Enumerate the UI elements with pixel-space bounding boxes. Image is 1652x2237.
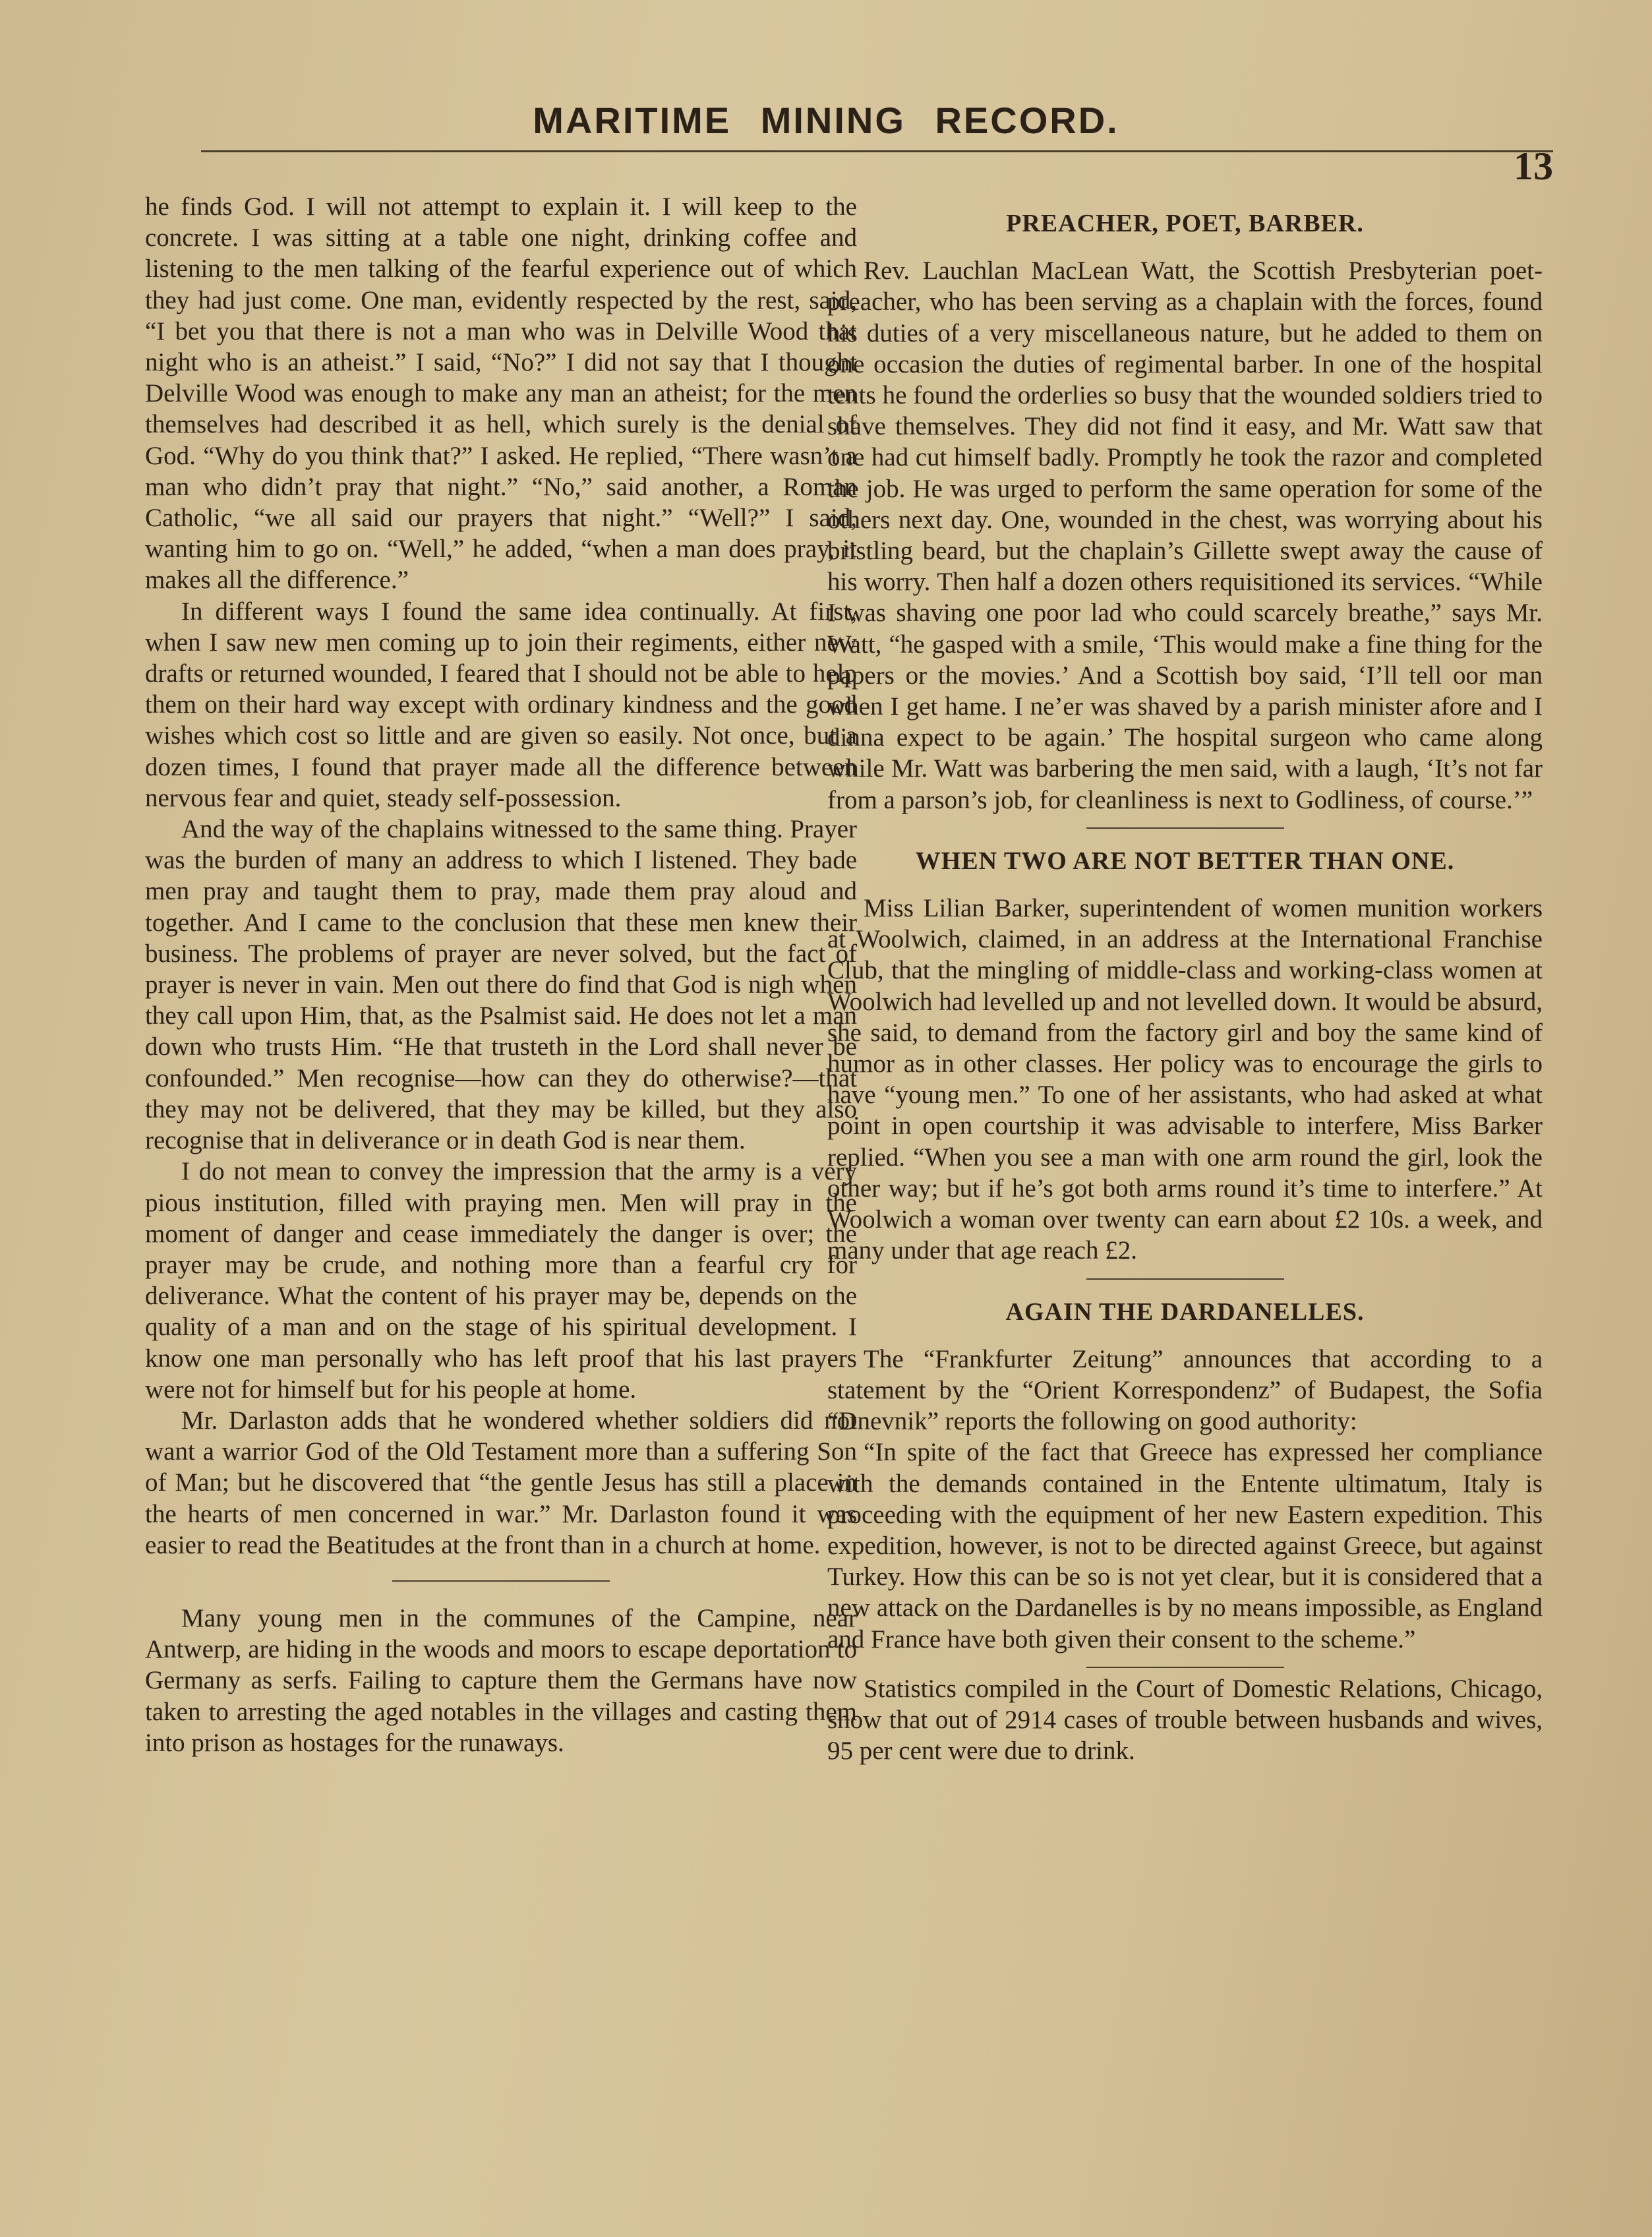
headline-dardanelles: AGAIN THE DARDANELLES.: [1005, 1297, 1365, 1326]
dardanelles-intro: The “Frankfurter Zeitung” announces that according to a statement by the “Orient Korrespondenz” of Budapest, the Sofia “Dnevnik” reports the following on good authority:: [827, 1344, 1543, 1436]
article-paragraph: I do not mean to convey the impression that the army is a very pious institution, filled with praying men. Men will pray in the moment of danger and cease immediately the danger is over; the prayer may be crude, and nothing more than a fearful cry for deliverance. What the content of his prayer may be, depends on the quality of a man and on the stage of his spiritual development. I know one man personally who has left proof that his last prayers were not for himself but for his people at home.: [145, 1157, 857, 1404]
article-paragraph: And the way of the chaplains witnessed to the same thing. Prayer was the burden of many an address to which I listened. They bade men pray and taught them to pray, made them pray aloud and together. And I came to the conclusion that these men knew their business. The problems of prayer are never solved, but the fact of prayer is never in vain. Men out there do find that God is nigh when they call upon Him, that, as the Psalmist said. He does not let a man down who trusts Him. “He that trusteth in the Lord shall never be confounded.” Men recognise—how can they do otherwise?—that they may not be delivered, that they may be killed, but they also recognise that in deliverance or in death God is near them.: [145, 815, 857, 1155]
masthead: MARITIME MINING RECORD.: [533, 100, 1119, 141]
headline-two-not-better: WHEN TWO ARE NOT BETTER THAN ONE.: [915, 847, 1455, 875]
headline-preacher: PREACHER, POET, BARBER.: [1006, 210, 1364, 237]
section-divider: [1086, 827, 1284, 829]
two-not-better-body: Miss Lilian Barker, superintendent of women munition workers at Woolwich, claimed, in an address at the International Franchise Club, that the mingling of middle-class and working-class women at Woolwich had levelled up and not levelled down. It would be absurd, she said, to demand from the factory girl and boy the same kind of humor as in other classes. Her policy was to encourage the girls to have “young men.” To one of her assistants, who had asked at what point in open courtship it was advisable to interfere, Miss Barker replied. “When you see a man with one arm round the girl, look the other way; but if he’s got both arms round it’s time to interfere.” At Woolwich a woman over twenty can earn about £2 10s. a week, and many under that age reach £2.: [827, 894, 1543, 1265]
preacher-body: Rev. Lauchlan MacLean Watt, the Scottish Presbyterian poet-preacher, who has been serving as a chaplain with the forces, found his duties of a very miscellaneous nature, but he added to them on one occasion the duties of regimental barber. In one of the hospital tents he found the orderlies so busy that the wounded soldiers tried to shave themselves. They did not find it easy, and Mr. Watt saw that one had cut himself badly. Promptly he took the razor and completed the job. He was urged to perform the same operation for some of the others next day. One, wounded in the chest, was worrying about his bristling beard, but the chaplain’s Gillette swept away the cause of his worry. Then half a dozen others requisitioned its services. “While I was shaving one poor lad who could scarcely breathe,” says Mr. Watt, “he gasped with a smile, ‘This would make a fine thing for the papers or the movies.’ And a Scottish boy said, ‘I’ll tell oor man when I get hame. I ne’er was shaved by a parish minister afore and I dinna expect to be again.’ The hospital surgeon who came along while Mr. Watt was barbering the men said, with a laugh, ‘It’s not far from a parson’s job, for cleanliness is next to Godliness, of course.’”: [827, 256, 1543, 814]
article-paragraph: Mr. Darlaston adds that he wondered whether soldiers did not want a warrior God of the Old Testament more than a suffering Son of Man; but he discovered that “the gentle Jesus has still a place in the hearts of men concerned in war.” Mr. Darlaston found it was easier to read the Beatitudes at the front than in a church at home.: [145, 1406, 857, 1559]
statistics-item: Statistics compiled in the Court of Domestic Relations, Chicago, show that out of 2914 cases of trouble between husbands and wives, 95 per cent were due to drink.: [827, 1674, 1543, 1766]
header-rule: [201, 150, 1553, 152]
left-column: [145, 191, 857, 1758]
section-divider: [1086, 1667, 1284, 1668]
right-column: [827, 191, 1543, 1766]
article-paragraph: he finds God. I will not attempt to explain it. I will keep to the concrete. I was sitting at a table one night, drinking coffee and listening to the men talking of the fearful experience out of which they had just come. One man, evidently respected by the rest, said, “I bet you that there is not a man who was in Delville Wood that night who is an atheist.” I said, “No?” I did not say that I thought Delville Wood was enough to make any man an atheist; for the men themselves had described it as hell, which surely is the denial of God. “Why do you think that?” I asked. He replied, “There wasn’t a man who didn’t pray that night.” “No,” said another, a Roman Catholic, “we all said our prayers that night.” “Well?” I said, wanting him to go on. “Well,” he added, “when a man does pray, it makes all the difference.”: [145, 193, 857, 595]
section-divider: [392, 1580, 610, 1582]
dardanelles-quote: “In spite of the fact that Greece has expressed her compliance with the demands contained in the Entente ultimatum, Italy is proceeding with the equipment of her new Eastern expedition. This expedition, however, is not to be directed against Greece, but against Turkey. How this can be so is not yet clear, but it is considered that a new attack on the Dardanelles is by no means impossible, as England and France have both given their consent to the scheme.”: [827, 1438, 1543, 1654]
article-paragraph: In different ways I found the same idea continually. At first, when I saw new men coming up to join their regiments, either new drafts or returned wounded, I feared that I should not be able to help them on their hard way except with ordinary kindness and the good wishes which cost so little and are given so easily. Not once, but a dozen times, I found that prayer made all the difference between nervous fear and quiet, steady self-possession.: [145, 597, 857, 812]
page-number: 13: [1514, 144, 1553, 188]
campine-item: Many young men in the communes of the Campine, near Antwerp, are hiding in the woods and moors to escape deportation to Germany as serfs. Failing to capture them the Germans have now taken to arresting the aged notables in the villages and casting them into prison as hostages for the runaways.: [145, 1603, 857, 1757]
section-divider: [1086, 1278, 1284, 1280]
